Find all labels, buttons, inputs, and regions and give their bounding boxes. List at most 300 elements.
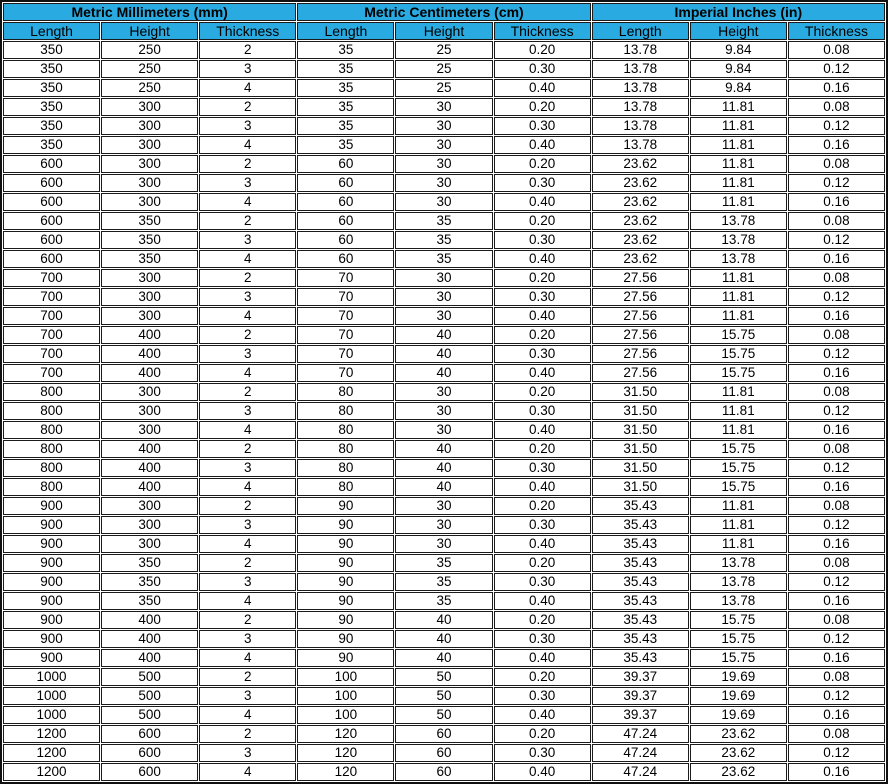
cell: 13.78	[690, 250, 787, 268]
cell: 11.81	[690, 383, 787, 401]
cell: 800	[3, 402, 100, 420]
cell: 4	[199, 706, 296, 724]
cell: 35	[395, 250, 492, 268]
cell: 40	[395, 478, 492, 496]
cell: 900	[3, 535, 100, 553]
cell: 350	[101, 250, 198, 268]
cell: 0.12	[788, 174, 885, 192]
cell: 19.69	[690, 706, 787, 724]
cell: 80	[297, 402, 394, 420]
cell: 13.78	[592, 117, 689, 135]
cell: 2	[199, 155, 296, 173]
cell: 250	[101, 79, 198, 97]
table-row	[3, 440, 885, 458]
cell: 31.50	[592, 478, 689, 496]
cell: 600	[3, 250, 100, 268]
cell: 0.12	[788, 573, 885, 591]
cell: 3	[199, 117, 296, 135]
cell: 40	[395, 459, 492, 477]
cell: 11.81	[690, 117, 787, 135]
cell: 700	[3, 307, 100, 325]
table-row	[3, 117, 885, 135]
cell: 1000	[3, 687, 100, 705]
cell: 11.81	[690, 136, 787, 154]
cell: 13.78	[592, 60, 689, 78]
cell: 0.40	[494, 250, 591, 268]
cell: 0.20	[494, 41, 591, 59]
cell: 15.75	[690, 611, 787, 629]
group-title-cm: Metric Centimeters (cm)	[297, 3, 590, 21]
table-row	[3, 706, 885, 724]
cell: 60	[395, 763, 492, 781]
cell: 0.12	[788, 60, 885, 78]
cell: 60	[297, 231, 394, 249]
table-row	[3, 459, 885, 477]
cell: 90	[297, 611, 394, 629]
table-row	[3, 744, 885, 762]
cell: 0.16	[788, 364, 885, 382]
cell: 27.56	[592, 307, 689, 325]
cell: 4	[199, 478, 296, 496]
cell: 40	[395, 440, 492, 458]
table-row	[3, 725, 885, 743]
table-row	[3, 79, 885, 97]
cell: 27.56	[592, 288, 689, 306]
cell: 31.50	[592, 459, 689, 477]
cell: 23.62	[592, 212, 689, 230]
table-row	[3, 630, 885, 648]
cell: 0.30	[494, 516, 591, 534]
cell: 400	[101, 459, 198, 477]
cell: 4	[199, 136, 296, 154]
cell: 35	[297, 136, 394, 154]
cell: 0.40	[494, 79, 591, 97]
cell: 9.84	[690, 41, 787, 59]
table-row	[3, 269, 885, 287]
cell: 350	[3, 79, 100, 97]
cell: 300	[101, 383, 198, 401]
cell: 0.30	[494, 117, 591, 135]
cell: 60	[297, 155, 394, 173]
cell: 23.62	[592, 231, 689, 249]
cell: 60	[297, 250, 394, 268]
cell: 300	[101, 516, 198, 534]
cell: 9.84	[690, 60, 787, 78]
table-row	[3, 383, 885, 401]
cell: 70	[297, 345, 394, 363]
cell: 300	[101, 497, 198, 515]
cell: 11.81	[690, 421, 787, 439]
table-row	[3, 592, 885, 610]
cell: 11.81	[690, 402, 787, 420]
cell: 0.20	[494, 155, 591, 173]
cell: 31.50	[592, 421, 689, 439]
cell: 0.40	[494, 535, 591, 553]
cell: 0.12	[788, 744, 885, 762]
cell: 0.30	[494, 60, 591, 78]
cell: 80	[297, 421, 394, 439]
cell: 800	[3, 440, 100, 458]
cell: 0.20	[494, 326, 591, 344]
cell: 4	[199, 421, 296, 439]
cell: 35.43	[592, 554, 689, 572]
cell: 50	[395, 687, 492, 705]
cell: 300	[101, 288, 198, 306]
cell: 3	[199, 174, 296, 192]
cell: 15.75	[690, 459, 787, 477]
cell: 30	[395, 497, 492, 515]
cell: 35.43	[592, 630, 689, 648]
cell: 0.12	[788, 459, 885, 477]
cell: 70	[297, 364, 394, 382]
cell: 0.08	[788, 98, 885, 116]
cell: 19.69	[690, 668, 787, 686]
cell: 0.40	[494, 592, 591, 610]
cell: 500	[101, 668, 198, 686]
cell: 0.20	[494, 383, 591, 401]
cell: 4	[199, 307, 296, 325]
group-title-in: Imperial Inches (in)	[592, 3, 885, 21]
cell: 11.81	[690, 307, 787, 325]
cell: 0.08	[788, 611, 885, 629]
cell: 4	[199, 592, 296, 610]
cell: 900	[3, 649, 100, 667]
cell: 0.20	[494, 725, 591, 743]
col-header-in-thickness: Thickness	[788, 22, 885, 40]
cell: 700	[3, 288, 100, 306]
cell: 30	[395, 98, 492, 116]
cell: 31.50	[592, 402, 689, 420]
cell: 350	[101, 592, 198, 610]
cell: 35	[297, 79, 394, 97]
cell: 0.30	[494, 402, 591, 420]
cell: 39.37	[592, 706, 689, 724]
cell: 35.43	[592, 497, 689, 515]
cell: 47.24	[592, 763, 689, 781]
cell: 30	[395, 535, 492, 553]
cell: 40	[395, 326, 492, 344]
table-row	[3, 649, 885, 667]
cell: 30	[395, 155, 492, 173]
cell: 3	[199, 573, 296, 591]
cell: 80	[297, 459, 394, 477]
cell: 2	[199, 440, 296, 458]
cell: 900	[3, 554, 100, 572]
table-row	[3, 687, 885, 705]
cell: 70	[297, 307, 394, 325]
cell: 25	[395, 79, 492, 97]
table-row	[3, 326, 885, 344]
cell: 11.81	[690, 193, 787, 211]
cell: 800	[3, 383, 100, 401]
cell: 400	[101, 345, 198, 363]
cell: 0.16	[788, 706, 885, 724]
cell: 4	[199, 193, 296, 211]
cell: 600	[3, 193, 100, 211]
cell: 700	[3, 269, 100, 287]
cell: 3	[199, 630, 296, 648]
cell: 3	[199, 402, 296, 420]
table-row	[3, 516, 885, 534]
cell: 60	[297, 212, 394, 230]
group-title-mm: Metric Millimeters (mm)	[3, 3, 296, 21]
cell: 120	[297, 763, 394, 781]
cell: 3	[199, 345, 296, 363]
cell: 300	[101, 155, 198, 173]
cell: 0.16	[788, 763, 885, 781]
cell: 13.78	[690, 231, 787, 249]
cell: 300	[101, 174, 198, 192]
cell: 2	[199, 554, 296, 572]
cell: 90	[297, 516, 394, 534]
table-row	[3, 212, 885, 230]
cell: 0.20	[494, 611, 591, 629]
cell: 15.75	[690, 630, 787, 648]
cell: 0.12	[788, 516, 885, 534]
cell: 60	[395, 744, 492, 762]
cell: 80	[297, 440, 394, 458]
cell: 350	[3, 41, 100, 59]
cell: 30	[395, 174, 492, 192]
cell: 2	[199, 98, 296, 116]
cell: 0.16	[788, 535, 885, 553]
cell: 400	[101, 649, 198, 667]
cell: 0.20	[494, 440, 591, 458]
cell: 100	[297, 668, 394, 686]
cell: 60	[395, 725, 492, 743]
cell: 700	[3, 345, 100, 363]
cell: 300	[101, 136, 198, 154]
cell: 25	[395, 41, 492, 59]
cell: 4	[199, 649, 296, 667]
cell: 0.40	[494, 364, 591, 382]
col-header-in-height: Height	[690, 22, 787, 40]
cell: 30	[395, 193, 492, 211]
cell: 35	[297, 41, 394, 59]
cell: 35	[297, 117, 394, 135]
cell: 900	[3, 630, 100, 648]
cell: 90	[297, 554, 394, 572]
cell: 30	[395, 269, 492, 287]
cell: 31.50	[592, 440, 689, 458]
cell: 35	[297, 98, 394, 116]
cell: 350	[101, 554, 198, 572]
cell: 2	[199, 212, 296, 230]
table-row	[3, 60, 885, 78]
cell: 31.50	[592, 383, 689, 401]
cell: 0.30	[494, 459, 591, 477]
cell: 15.75	[690, 364, 787, 382]
cell: 23.62	[690, 763, 787, 781]
cell: 2	[199, 725, 296, 743]
cell: 11.81	[690, 288, 787, 306]
cell: 39.37	[592, 668, 689, 686]
cell: 0.08	[788, 440, 885, 458]
table-row	[3, 573, 885, 591]
cell: 3	[199, 60, 296, 78]
cell: 3	[199, 231, 296, 249]
cell: 350	[3, 136, 100, 154]
cell: 1000	[3, 668, 100, 686]
cell: 2	[199, 41, 296, 59]
cell: 90	[297, 630, 394, 648]
cell: 350	[3, 60, 100, 78]
table-body	[3, 41, 885, 781]
cell: 0.08	[788, 269, 885, 287]
cell: 0.16	[788, 592, 885, 610]
cell: 4	[199, 763, 296, 781]
cell: 0.20	[494, 98, 591, 116]
cell: 350	[101, 231, 198, 249]
cell: 27.56	[592, 269, 689, 287]
cell: 300	[101, 402, 198, 420]
cell: 0.16	[788, 307, 885, 325]
cell: 35	[395, 212, 492, 230]
cell: 0.30	[494, 744, 591, 762]
cell: 0.40	[494, 706, 591, 724]
cell: 13.78	[690, 573, 787, 591]
cell: 0.12	[788, 402, 885, 420]
cell: 0.30	[494, 288, 591, 306]
cell: 600	[101, 725, 198, 743]
cell: 30	[395, 383, 492, 401]
cell: 19.69	[690, 687, 787, 705]
cell: 400	[101, 611, 198, 629]
cell: 400	[101, 630, 198, 648]
cell: 13.78	[592, 79, 689, 97]
cell: 11.81	[690, 98, 787, 116]
cell: 400	[101, 440, 198, 458]
cell: 30	[395, 288, 492, 306]
cell: 11.81	[690, 497, 787, 515]
cell: 80	[297, 478, 394, 496]
cell: 15.75	[690, 345, 787, 363]
cell: 0.12	[788, 231, 885, 249]
cell: 23.62	[592, 174, 689, 192]
cell: 0.16	[788, 79, 885, 97]
cell: 35	[395, 573, 492, 591]
cell: 2	[199, 497, 296, 515]
column-header-row	[3, 22, 885, 40]
cell: 90	[297, 592, 394, 610]
cell: 0.08	[788, 668, 885, 686]
cell: 100	[297, 706, 394, 724]
cell: 47.24	[592, 744, 689, 762]
table-row	[3, 535, 885, 553]
cell: 13.78	[690, 592, 787, 610]
cell: 90	[297, 573, 394, 591]
cell: 300	[101, 307, 198, 325]
cell: 0.16	[788, 421, 885, 439]
cell: 9.84	[690, 79, 787, 97]
cell: 300	[101, 117, 198, 135]
table-row	[3, 763, 885, 781]
cell: 35.43	[592, 535, 689, 553]
cell: 11.81	[690, 174, 787, 192]
cell: 0.30	[494, 174, 591, 192]
cell: 0.12	[788, 288, 885, 306]
cell: 350	[3, 117, 100, 135]
cell: 0.08	[788, 725, 885, 743]
cell: 350	[101, 212, 198, 230]
cell: 4	[199, 364, 296, 382]
cell: 350	[101, 573, 198, 591]
cell: 3	[199, 459, 296, 477]
cell: 13.78	[690, 212, 787, 230]
cell: 0.08	[788, 497, 885, 515]
cell: 27.56	[592, 364, 689, 382]
cell: 15.75	[690, 649, 787, 667]
cell: 0.08	[788, 383, 885, 401]
cell: 900	[3, 611, 100, 629]
cell: 500	[101, 687, 198, 705]
table-row	[3, 668, 885, 686]
cell: 1200	[3, 744, 100, 762]
cell: 3	[199, 516, 296, 534]
cell: 0.30	[494, 687, 591, 705]
cell: 27.56	[592, 345, 689, 363]
cell: 0.20	[494, 269, 591, 287]
cell: 35	[395, 592, 492, 610]
cell: 11.81	[690, 516, 787, 534]
cell: 0.40	[494, 421, 591, 439]
cell: 30	[395, 402, 492, 420]
cell: 800	[3, 478, 100, 496]
group-title-row	[3, 3, 885, 21]
col-header-mm-thickness: Thickness	[199, 22, 296, 40]
cell: 300	[101, 98, 198, 116]
cell: 47.24	[592, 725, 689, 743]
cell: 0.30	[494, 231, 591, 249]
cell: 30	[395, 307, 492, 325]
cell: 35.43	[592, 649, 689, 667]
cell: 4	[199, 79, 296, 97]
table-row	[3, 421, 885, 439]
cell: 25	[395, 60, 492, 78]
cell: 70	[297, 288, 394, 306]
cell: 30	[395, 421, 492, 439]
cell: 2	[199, 383, 296, 401]
cell: 50	[395, 706, 492, 724]
cell: 0.16	[788, 136, 885, 154]
cell: 0.12	[788, 687, 885, 705]
cell: 0.40	[494, 307, 591, 325]
cell: 350	[3, 98, 100, 116]
cell: 0.08	[788, 41, 885, 59]
cell: 900	[3, 592, 100, 610]
cell: 15.75	[690, 326, 787, 344]
cell: 0.20	[494, 554, 591, 572]
cell: 3	[199, 288, 296, 306]
cell: 0.40	[494, 649, 591, 667]
cell: 0.40	[494, 193, 591, 211]
cell: 0.20	[494, 497, 591, 515]
cell: 23.62	[592, 250, 689, 268]
cell: 2	[199, 611, 296, 629]
cell: 900	[3, 497, 100, 515]
cell: 0.12	[788, 630, 885, 648]
cell: 60	[297, 174, 394, 192]
cell: 3	[199, 744, 296, 762]
cell: 2	[199, 326, 296, 344]
cell: 70	[297, 326, 394, 344]
cell: 27.56	[592, 326, 689, 344]
cell: 35	[297, 60, 394, 78]
cell: 500	[101, 706, 198, 724]
cell: 90	[297, 649, 394, 667]
cell: 600	[3, 212, 100, 230]
cell: 0.12	[788, 117, 885, 135]
